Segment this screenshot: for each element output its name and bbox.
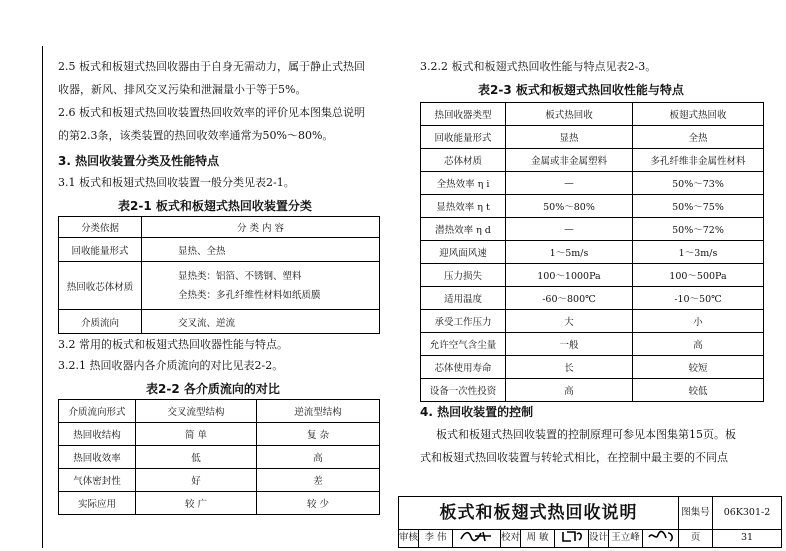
table-2-3-header: 热回收器类型: [421, 103, 506, 126]
table-2-3-cell: 大: [506, 310, 633, 333]
page-label: 页: [679, 529, 713, 547]
table-2-3-cell: 小: [633, 310, 764, 333]
table-2-3-cell: 全热: [633, 126, 764, 149]
signature-icon: [646, 529, 676, 543]
table-2-2-cell: 简 单: [136, 423, 257, 446]
table-2-3-cell: 较短: [633, 356, 764, 379]
table-2-3-cell: 50%～72%: [633, 218, 764, 241]
atlas-number: 06K301-2: [723, 507, 771, 518]
table-2-3-cell: 显热: [506, 126, 633, 149]
table-2-2-cell: 差: [257, 469, 380, 492]
paragraph-4-line2: 式和板翅式热回收装置与转轮式相比，在控制中最主要的不同点: [420, 451, 728, 464]
table-2-1-cell: [142, 262, 380, 310]
table-2-1-header: 分类依据: [59, 217, 142, 238]
table-2-3-cell: 1～3m/s: [633, 241, 764, 264]
page-number: 31: [740, 532, 754, 543]
table-2-3-cell: 高: [506, 379, 633, 402]
table-2-1-cell: 交叉流、逆流: [142, 310, 380, 334]
paragraph-3-1: 3.1 板式和板翅式热回收装置一般分类见表2-1。: [58, 176, 295, 189]
table-2-3-cell: 全热效率 η i: [421, 172, 506, 195]
title-block: [398, 496, 782, 548]
checker-name: 周 敏: [521, 529, 555, 547]
paragraph-3-2-2: 3.2.2 板式和板翅式热回收性能与特点见表2-3。: [420, 60, 657, 73]
table-2-3-cell: 50%～80%: [506, 195, 633, 218]
checker-signature: [555, 529, 589, 547]
designer-name: 王立峰: [609, 529, 643, 547]
table-2-2-header: 交叉流型结构: [136, 400, 257, 423]
table-2-3-cell: 高: [633, 333, 764, 356]
check-label: 校对: [501, 529, 521, 547]
table-2-2: [58, 399, 380, 515]
table-2-3-caption: 表2-3 板式和板翅式热回收性能与特点: [478, 83, 684, 97]
section-3-heading: 3. 热回收装置分类及性能特点: [58, 154, 220, 168]
table-2-3-cell: -10～50℃: [633, 287, 764, 310]
table-2-3-cell: -60～800℃: [506, 287, 633, 310]
table-2-1-line: 显热类：铝箔、不锈钢、塑料: [178, 270, 302, 282]
paragraph-4-line1: 板式和板翅式热回收装置的控制原理可参见本图集第15页。板: [436, 428, 736, 441]
table-2-2-header: 介质流向形式: [59, 400, 136, 423]
table-2-2-cell: 高: [257, 446, 380, 469]
table-2-2-cell: 热回收结构: [59, 423, 136, 446]
table-2-3-cell: —: [506, 218, 633, 241]
table-2-1-caption: 表2-1 板式和板翅式热回收装置分类: [118, 199, 312, 213]
table-2-3-cell: 金属或非金属塑料: [506, 149, 633, 172]
table-2-3-cell: 显热效率 η t: [421, 195, 506, 218]
table-2-1-cell: 热回收芯体材质: [59, 262, 142, 310]
table-2-3-cell: 100～1000Pa: [506, 264, 633, 287]
table-2-3-cell: 回收能量形式: [421, 126, 506, 149]
table-2-3-cell: 较低: [633, 379, 764, 402]
table-2-3-cell: 芯体材质: [421, 149, 506, 172]
signature-icon: [457, 529, 497, 543]
paragraph-2-6-line2: 的第2.3条，该类装置的热回收效率通常为50%～80%。: [58, 129, 334, 142]
table-2-1-cell: 回收能量形式: [59, 238, 142, 262]
table-2-3: [420, 102, 764, 402]
table-2-3-cell: 芯体使用寿命: [421, 356, 506, 379]
table-2-2-cell: 好: [136, 469, 257, 492]
paragraph-2-5-line1: 2.5 板式和板翅式热回收器由于自身无需动力，属于静止式热回: [58, 60, 365, 73]
atlas-number-label: 图集号: [679, 497, 713, 529]
table-2-3-cell: 一般: [506, 333, 633, 356]
designer-signature: [643, 529, 679, 547]
table-2-1-cell: 介质流向: [59, 310, 142, 334]
table-2-3-cell: 50%～75%: [633, 195, 764, 218]
table-2-2-header: 逆流型结构: [257, 400, 380, 423]
table-2-3-cell: 长: [506, 356, 633, 379]
signature-icon: [559, 529, 585, 543]
table-2-2-cell: 复 杂: [257, 423, 380, 446]
table-2-2-cell: 气体密封性: [59, 469, 136, 492]
table-2-1-header: 分 类 内 容: [142, 217, 380, 238]
paragraph-3-2-1: 3.2.1 热回收器内各介质流向的对比见表2-2。: [58, 359, 284, 372]
table-2-3-cell: 多孔纤维非金属性材料: [633, 149, 764, 172]
table-2-3-cell: 承受工作压力: [421, 310, 506, 333]
table-2-2-cell: 较 少: [257, 492, 380, 515]
table-2-3-cell: —: [506, 172, 633, 195]
table-2-1-cell: 显热、全热: [142, 238, 380, 262]
paragraph-2-6-line1: 2.6 板式和板翅式热回收装置热回收效率的评价见本图集总说明: [58, 106, 365, 119]
paragraph-2-5-line2: 收器，新风、排风交叉污染和泄漏量小于等于5%。: [58, 83, 307, 96]
reviewer-name: 李 伟: [419, 529, 453, 547]
table-2-3-header: 板翅式热回收: [633, 103, 764, 126]
table-2-3-cell: 潜热效率 η d: [421, 218, 506, 241]
table-2-3-cell: 100～500Pa: [633, 264, 764, 287]
table-2-3-cell: 迎风面风速: [421, 241, 506, 264]
table-2-3-cell: 适用温度: [421, 287, 506, 310]
table-2-2-cell: 实际应用: [59, 492, 136, 515]
design-label: 设计: [589, 529, 609, 547]
table-2-3-cell: 设备一次性投资: [421, 379, 506, 402]
table-2-1: [58, 216, 380, 334]
table-2-2-cell: 低: [136, 446, 257, 469]
table-2-3-cell: 1～5m/s: [506, 241, 633, 264]
table-2-3-header: 板式热回收: [506, 103, 633, 126]
table-2-3-cell: 允许空气含尘量: [421, 333, 506, 356]
table-2-3-cell: 压力损失: [421, 264, 506, 287]
reviewer-signature: [453, 529, 501, 547]
table-2-1-line: 全热类：多孔纤维性材料如纸质膜: [178, 289, 321, 301]
table-2-2-cell: 较 广: [136, 492, 257, 515]
review-label: 审核: [399, 529, 419, 547]
table-2-2-caption: 表2-2 各介质流向的对比: [146, 382, 280, 396]
table-2-3-cell: 50%～73%: [633, 172, 764, 195]
drawing-title: 板式和板翅式热回收说明: [399, 497, 679, 529]
paragraph-3-2: 3.2 常用的板式和板翅式热回收器性能与特点。: [58, 338, 288, 351]
section-4-heading: 4. 热回收装置的控制: [420, 405, 534, 419]
table-2-2-cell: 热回收效率: [59, 446, 136, 469]
